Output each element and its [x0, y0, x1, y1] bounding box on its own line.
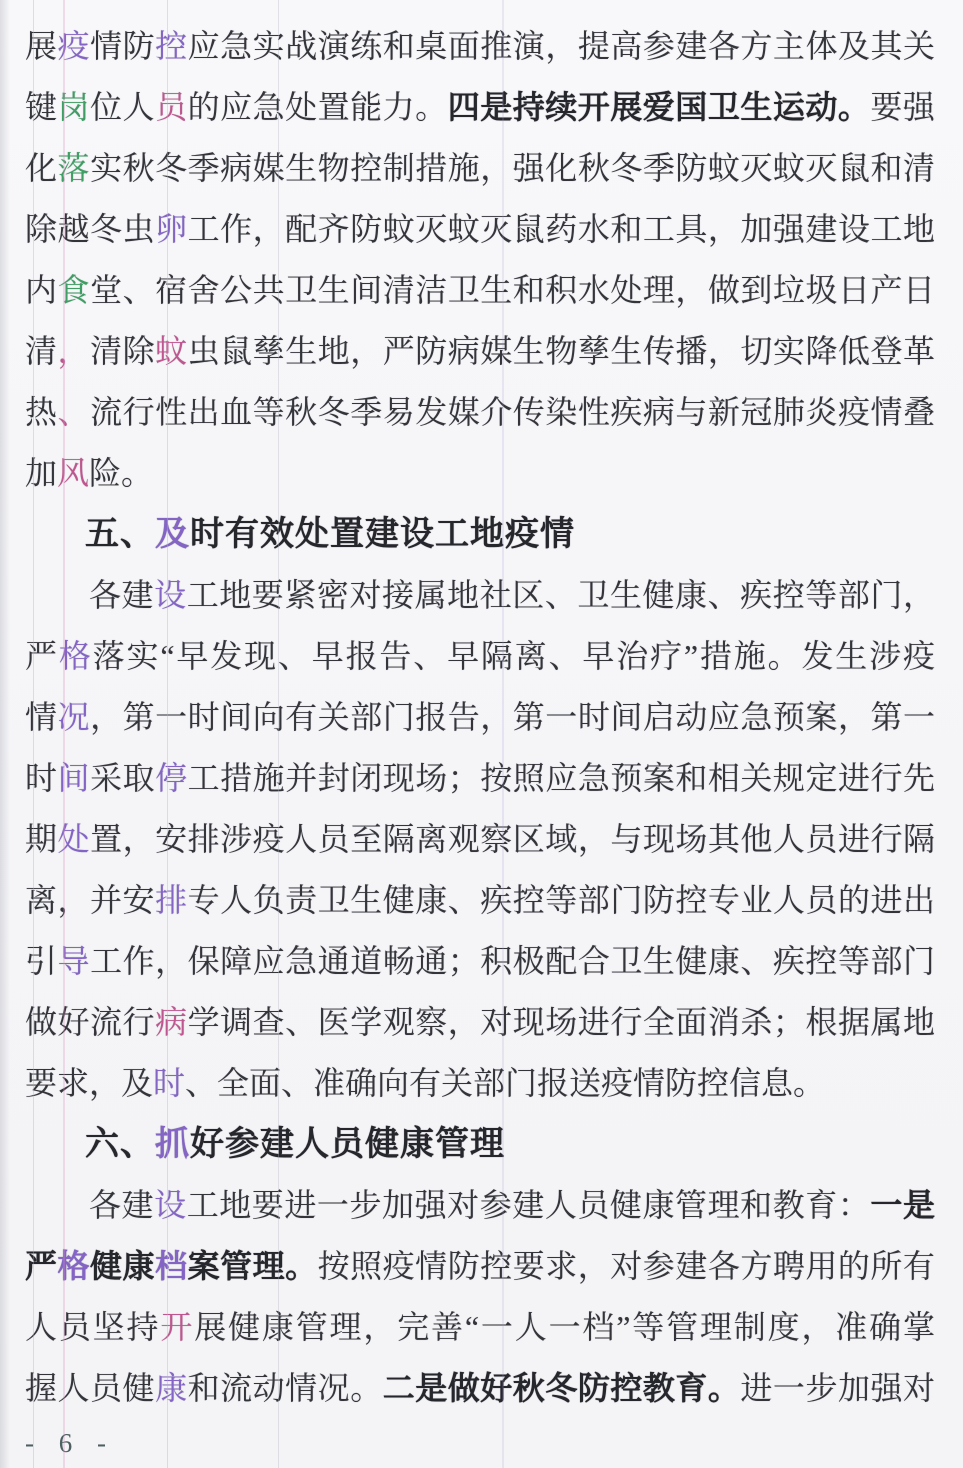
text-line: [25, 626, 935, 687]
text-run: 严: [25, 1248, 58, 1284]
text-run: 健康: [90, 1248, 156, 1284]
text-run: 案管理。: [187, 1248, 318, 1284]
text-run: 工措施并封闭现场；按照应急预案和相关规定进行先: [187, 760, 935, 796]
text-line: [25, 321, 935, 382]
text-run: 期: [25, 821, 58, 857]
text-run: 实秋冬季病媒生物控制措施，强化秋冬季防蚊灭蚊灭鼠和清: [90, 150, 935, 186]
text-run: 食: [57, 272, 91, 308]
text-run: 处: [57, 821, 91, 857]
text-line: [25, 443, 935, 504]
text-run: 进一步加强对: [740, 1370, 935, 1406]
text-run: 展: [25, 28, 58, 64]
text-line: [25, 809, 935, 870]
text-run: 的应急处置能力。: [187, 89, 448, 125]
text-run: 化: [25, 150, 58, 186]
text-run: 停: [155, 760, 188, 796]
text-run: 格: [57, 1248, 91, 1284]
text-run: 时有效处置建设工地疫情: [190, 515, 575, 553]
text-line: [25, 687, 935, 748]
text-run: 间: [57, 760, 91, 796]
text-run: 开: [160, 1309, 195, 1345]
text-run: 各建: [89, 1187, 155, 1223]
text-run: 工作，配齐防蚊灭蚊灭鼠药水和工具，加强建设工地: [187, 211, 935, 247]
text-run: 流行性出血等秋冬季易发媒介传染性疾病与新冠肺炎疫情叠: [90, 394, 935, 430]
text-run: 情: [25, 699, 58, 735]
text-run: ，: [57, 333, 91, 369]
text-line: [25, 931, 935, 992]
text-run: 采取: [90, 760, 156, 796]
text-run: 清: [25, 333, 58, 369]
text-run: 落: [57, 150, 91, 186]
text-run: 内: [25, 272, 58, 308]
text-run: 做好流行: [25, 1004, 156, 1040]
text-run: 岗: [57, 89, 91, 125]
section-heading: [25, 1114, 935, 1175]
text-run: 位人: [90, 89, 156, 125]
text-run: 加: [25, 455, 58, 491]
text-run: 离，并安: [25, 882, 156, 918]
text-run: 应急实战演练和桌面推演，提高参建各方主体及其关: [187, 28, 935, 64]
text-line: [25, 565, 935, 626]
document-body: [25, 16, 935, 1419]
text-run: 堂、宿舍公共卫生间清洁卫生和积水处理，做到垃圾日产日: [90, 272, 935, 308]
text-run: 键: [25, 89, 58, 125]
text-run: 学调查、医学观察，对现场进行全面消杀；根据属地: [187, 1004, 935, 1040]
text-run: 、全面、准确向有关部门报送疫情防控信息。: [185, 1065, 826, 1101]
text-run: 康: [155, 1370, 188, 1406]
text-run: 险。: [89, 455, 154, 491]
text-run: 况: [57, 699, 91, 735]
text-run: 除越冬虫: [25, 211, 156, 247]
text-run: 、: [57, 394, 91, 430]
text-run: 五、: [85, 515, 155, 553]
page-number: - 6 -: [25, 1428, 115, 1458]
text-run: 工作，保障应急通道畅通；积极配合卫生健康、疾控等部门: [90, 943, 935, 979]
text-run: 控: [155, 28, 188, 64]
text-run: 引: [25, 943, 58, 979]
text-run: 专人负责卫生健康、疾控等部门防控专业人员的进出: [187, 882, 935, 918]
text-run: 六、: [85, 1125, 155, 1163]
text-run: 及: [155, 515, 190, 553]
text-run: 抓: [155, 1125, 190, 1163]
text-run: 一是: [870, 1187, 935, 1223]
section-heading: [25, 504, 935, 565]
text-run: 疫: [57, 28, 91, 64]
text-run: 严: [25, 638, 59, 674]
text-run: 设: [154, 1187, 187, 1223]
text-run: 档: [155, 1248, 188, 1284]
text-run: 导: [57, 943, 91, 979]
text-run: 要强: [870, 89, 935, 125]
text-line: [25, 138, 935, 199]
text-run: 落实“早发现、早报告、早隔离、早治疗”措施。发生涉疫: [92, 638, 935, 674]
text-run: 握人员健: [25, 1370, 156, 1406]
text-run: ，第一时间向有关部门报告，第一时间启动应急预案，第一: [90, 699, 935, 735]
text-line: [25, 1053, 935, 1114]
text-run: 蚊: [155, 333, 188, 369]
text-line: [25, 870, 935, 931]
text-run: 时: [153, 1065, 186, 1101]
text-run: 人员坚持: [25, 1309, 161, 1345]
text-run: 四是持续开展爱国卫生运动。: [447, 89, 871, 125]
text-line: [25, 748, 935, 809]
text-line: [25, 1358, 935, 1419]
text-line: [25, 199, 935, 260]
text-run: 格: [58, 638, 93, 674]
text-run: 和流动情况。: [187, 1370, 383, 1406]
text-run: 病: [155, 1004, 188, 1040]
text-line: [25, 1297, 935, 1358]
text-run: 二是做好秋冬防控教育。: [382, 1370, 741, 1406]
text-run: 排: [155, 882, 188, 918]
text-line: [25, 1175, 935, 1236]
text-run: 热: [25, 394, 58, 430]
text-line: [25, 382, 935, 443]
text-run: 设: [154, 577, 187, 613]
text-run: 工地要紧密对接属地社区、卫生健康、疾控等部门，: [186, 577, 935, 613]
text-line: [25, 260, 935, 321]
text-run: 按照疫情防控要求，对参建各方聘用的所有: [317, 1248, 935, 1284]
text-run: 时: [25, 760, 58, 796]
text-run: 工地要进一步加强对参建人员健康管理和教育：: [186, 1187, 871, 1223]
text-run: 置，安排涉疫人员至隔离观察区域，与现场其他人员进行隔: [90, 821, 935, 857]
text-line: [25, 77, 935, 138]
text-run: 要求，及: [25, 1065, 154, 1101]
text-run: 员: [155, 89, 188, 125]
text-line: [25, 992, 935, 1053]
text-run: 虫鼠孳生地，严防病媒生物孳生传播，切实降低登革: [187, 333, 935, 369]
text-run: 好参建人员健康管理: [190, 1125, 505, 1163]
text-run: 展健康管理，完善“一人一档”等管理制度，准确掌: [194, 1309, 935, 1345]
text-run: 卵: [155, 211, 188, 247]
text-line: [25, 16, 935, 77]
text-run: 情防: [90, 28, 156, 64]
text-run: 风: [57, 455, 90, 491]
text-line: [25, 1236, 935, 1297]
text-run: 各建: [89, 577, 155, 613]
text-run: 清除: [90, 333, 156, 369]
